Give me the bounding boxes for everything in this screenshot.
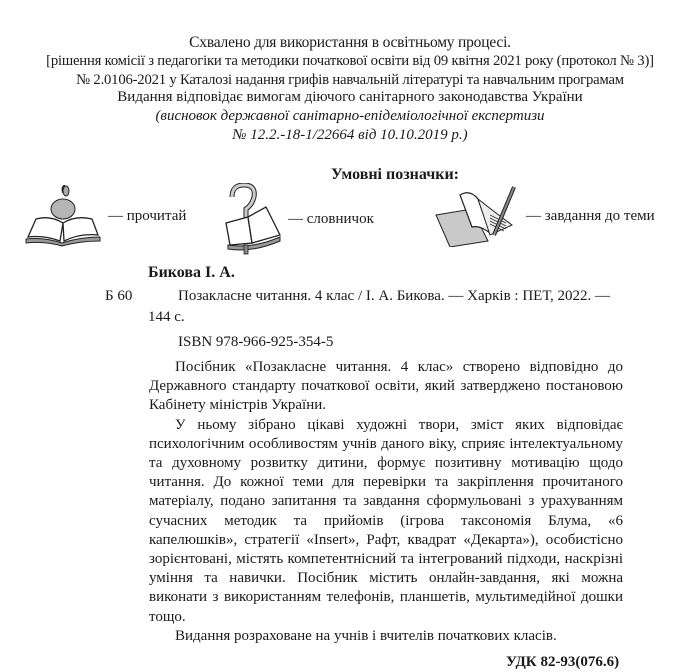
sanitary-line-1: Видання відповідає вимогам діючого санітарного законодавства України: [117, 89, 583, 105]
catalog-entry: [0, 286, 700, 328]
legend-label-task: — завдання до теми: [526, 207, 655, 224]
approval-line-1: Схвалено для використання в освітньому процесі.: [189, 34, 511, 51]
annotation-paragraph-1: Посібник «Позакласне читання. 4 клас» створено відповідно до Державного стандарту початкової освіти, який затверджено постановою Кабінету міністрів України.: [149, 359, 623, 414]
catalog-section: [0, 262, 700, 672]
legend-item-glossary: [222, 183, 374, 255]
legend-item-read: [22, 185, 186, 247]
annotation-paragraph-3: Видання розраховане на учнів і вчителів початкових класів.: [175, 627, 557, 644]
catalog-author: Бикова І. А.: [148, 264, 235, 281]
sanitary-line-2: (висновок державної санітарно-епідеміологічної експертизи: [155, 108, 545, 124]
legend-item-task: [432, 185, 655, 247]
approval-notice: [0, 33, 700, 90]
legend-label-read: — прочитай: [108, 207, 187, 224]
catalog-description: Позакласне читання. 4 клас / І. А. Бикова. — Харків : ПЕТ, 2022. — 144 с.: [148, 288, 611, 325]
udc-code: УДК 82-93(076.6): [506, 654, 620, 671]
annotation: [149, 358, 623, 646]
sanitary-line-3: № 12.2.-18-1/22664 від 10.10.2019 р.): [232, 127, 468, 143]
legend-title: Умовні позначки:: [330, 166, 460, 183]
sanitary-notice: [0, 88, 700, 145]
approval-line-3: № 2.0106-2021 у Каталозі надання грифів навчальній літературі та навчальним програмам: [76, 72, 624, 88]
approval-line-2: [рішення комісії з педагогіки та методики початкової освіти від 09 квітня 2021 року (протокол № 3)]: [46, 53, 654, 69]
legend-label-glossary: — словничок: [288, 210, 374, 227]
notebook-pen-icon: [432, 185, 522, 247]
catalog-isbn: ISBN 978-966-925-354-5: [178, 334, 334, 350]
book-apple-icon: [22, 185, 104, 247]
annotation-paragraph-2: У ньому зібрано цікаві художні твори, зміст яких відповідає психологічним особливостям учнів даного віку, сприяє інтелектуальному та духовному розвитку дитини, формує позитивну мотивацію щодо читання. До кожної теми для перевірки та закріплення прочитаного матеріалу, подано запитання та завдання сформульовані з урахуванням сучасних методик та прийомів (ігрова таксономія Блума, «6 капелюшків», стратегії «Insert», Рафт, квадрат «Декарта»), особистісно зорієнтовані, містять компетентнісний та інтегрований підходи, наскрізні уміння та навички. Посібник містить онлайн-завдання, які можна виконати з використанням телефонів, планшетів, мультимедійної дошки тощо.: [149, 416, 623, 625]
catalog-code: Б 60: [105, 288, 133, 304]
book-question-icon: [222, 183, 284, 255]
